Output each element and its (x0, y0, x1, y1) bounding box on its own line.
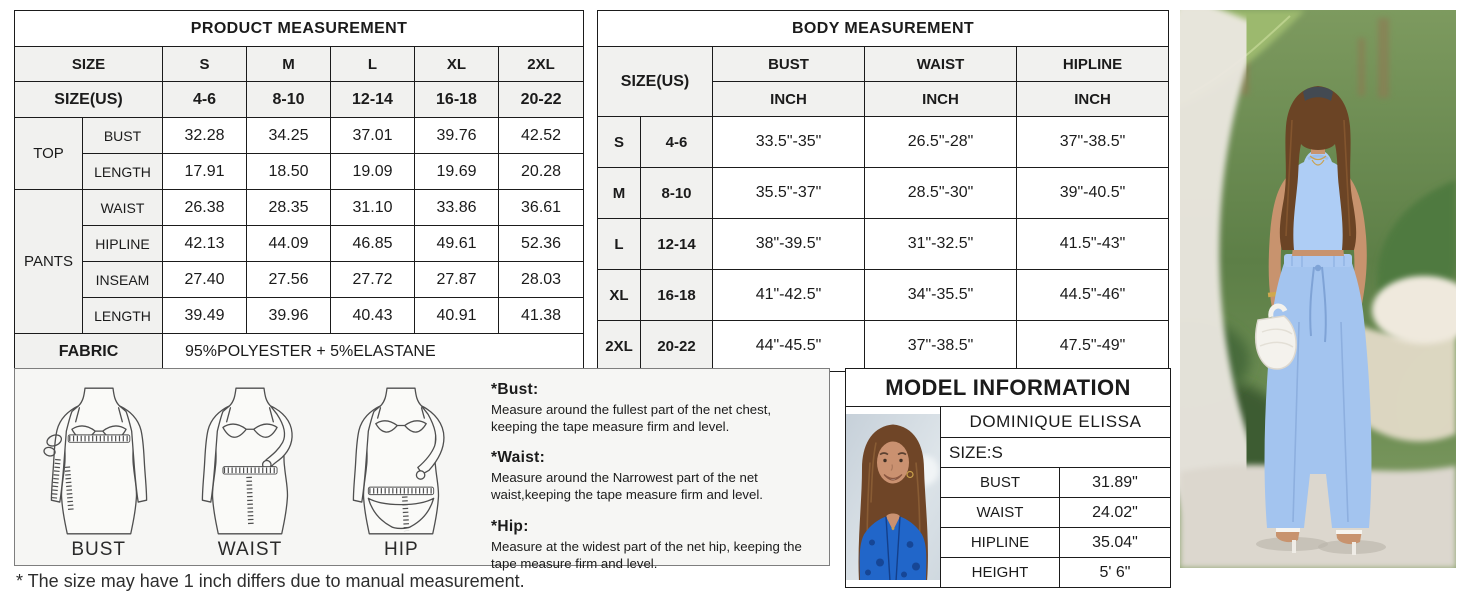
waist-instruction-text: Measure around the Narrowest part of the net waist,keeping the tape measure firm and level. (491, 470, 763, 503)
model-metric-label: BUST (941, 468, 1060, 498)
row-label: INSEAM (83, 262, 163, 298)
value-cell: 42.13 (163, 226, 247, 262)
bust-instruction-text: Measure around the fullest part of the net chest, keeping the tape measure firm and level. (491, 402, 772, 435)
col-header: WAIST (865, 47, 1017, 82)
size-us-cell: 20-22 (641, 321, 713, 372)
group-label-pants: PANTS (15, 190, 83, 334)
col-header: BUST (713, 47, 865, 82)
bust-diagram-label: BUST (71, 539, 126, 560)
size-cell: M (598, 168, 641, 219)
measure-instructions (477, 369, 829, 571)
unit-header: INCH (865, 82, 1017, 117)
model-headshot (846, 407, 941, 588)
waist-instruction-heading: *Waist: (491, 449, 546, 467)
range-cell: 26.5"-28" (865, 117, 1017, 168)
waist-figure-drawing (180, 385, 320, 537)
model-metric-label: HEIGHT (941, 558, 1060, 588)
value-cell: 19.69 (415, 154, 499, 190)
product-table-title: PRODUCT MEASUREMENT (15, 11, 584, 47)
value-cell: 42.52 (499, 118, 584, 154)
waist-instruction (491, 449, 819, 503)
size-cell: L (598, 219, 641, 270)
measurement-disclaimer: * The size may have 1 inch differs due to manual measurement. (16, 571, 525, 591)
value-cell: 27.72 (331, 262, 415, 298)
range-cell: 41.5"-43" (1017, 219, 1169, 270)
model-metric-label: HIPLINE (941, 528, 1060, 558)
size-us-cell: 12-14 (641, 219, 713, 270)
range-cell: 37"-38.5" (865, 321, 1017, 372)
hip-figure-drawing (331, 385, 471, 537)
value-cell: 17.91 (163, 154, 247, 190)
fabric-label: FABRIC (15, 334, 163, 371)
value-cell: 31.10 (331, 190, 415, 226)
value-cell: 46.85 (331, 226, 415, 262)
range-cell: 44.5"-46" (1017, 270, 1169, 321)
product-measurement-table (14, 10, 584, 371)
value-cell: 32.28 (163, 118, 247, 154)
size-us-col: 4-6 (163, 82, 247, 118)
value-cell: 39.96 (247, 298, 331, 334)
unit-header: INCH (1017, 82, 1169, 117)
bust-figure-drawing (29, 385, 169, 537)
size-us-col: 20-22 (499, 82, 584, 118)
value-cell: 19.09 (331, 154, 415, 190)
hip-diagram-label: HIP (383, 539, 419, 560)
bust-instruction (491, 381, 819, 435)
size-us-header: SIZE(US) (598, 47, 713, 117)
range-cell: 39"-40.5" (1017, 168, 1169, 219)
size-us-cell: 8-10 (641, 168, 713, 219)
range-cell: 37"-38.5" (1017, 117, 1169, 168)
value-cell: 52.36 (499, 226, 584, 262)
size-col: 2XL (499, 47, 584, 82)
size-col: XL (415, 47, 499, 82)
size-col: S (163, 47, 247, 82)
value-cell: 39.76 (415, 118, 499, 154)
row-label: LENGTH (83, 298, 163, 334)
value-cell: 27.40 (163, 262, 247, 298)
value-cell: 33.86 (415, 190, 499, 226)
size-cell: S (598, 117, 641, 168)
model-info-title: MODEL INFORMATION (846, 369, 1171, 407)
hip-diagram (331, 385, 471, 561)
size-cell: XL (598, 270, 641, 321)
row-label: LENGTH (83, 154, 163, 190)
waist-diagram (180, 385, 320, 561)
value-cell: 44.09 (247, 226, 331, 262)
value-cell: 40.91 (415, 298, 499, 334)
value-cell: 41.38 (499, 298, 584, 334)
range-cell: 35.5"-37" (713, 168, 865, 219)
value-cell: 37.01 (331, 118, 415, 154)
row-label: HIPLINE (83, 226, 163, 262)
size-us-col: 8-10 (247, 82, 331, 118)
hip-instruction-text: Measure at the widest part of the net hip, keeping the tape measure firm and level. (491, 538, 802, 571)
range-cell: 47.5"-49" (1017, 321, 1169, 372)
value-cell: 39.49 (163, 298, 247, 334)
range-cell: 34"-35.5" (865, 270, 1017, 321)
size-us-header: SIZE(US) (15, 82, 163, 118)
value-cell: 40.43 (331, 298, 415, 334)
size-us-cell: 16-18 (641, 270, 713, 321)
range-cell: 33.5"-35" (713, 117, 865, 168)
value-cell: 27.56 (247, 262, 331, 298)
model-photo (1180, 10, 1456, 568)
size-us-cell: 4-6 (641, 117, 713, 168)
value-cell: 36.61 (499, 190, 584, 226)
model-photo-illustration (1180, 10, 1456, 568)
range-cell: 28.5"-30" (865, 168, 1017, 219)
value-cell: 27.87 (415, 262, 499, 298)
model-metric-label: WAIST (941, 498, 1060, 528)
bust-diagram (29, 385, 169, 561)
model-size: SIZE:S (941, 438, 1171, 468)
range-cell: 38"-39.5" (713, 219, 865, 270)
range-cell: 41"-42.5" (713, 270, 865, 321)
group-label-top: TOP (15, 118, 83, 190)
model-metric-value: 24.02" (1060, 498, 1171, 528)
range-cell: 44"-45.5" (713, 321, 865, 372)
size-cell: 2XL (598, 321, 641, 372)
size-col: M (247, 47, 331, 82)
fabric-value: 95%POLYESTER + 5%ELASTANE (163, 334, 584, 371)
body-measurement-table (597, 10, 1169, 372)
value-cell: 18.50 (247, 154, 331, 190)
value-cell: 20.28 (499, 154, 584, 190)
model-information-table (845, 368, 1171, 588)
size-us-col: 16-18 (415, 82, 499, 118)
range-cell: 31"-32.5" (865, 219, 1017, 270)
hip-instruction (491, 518, 819, 572)
model-metric-value: 35.04" (1060, 528, 1171, 558)
col-header: HIPLINE (1017, 47, 1169, 82)
value-cell: 26.38 (163, 190, 247, 226)
how-to-measure-panel (14, 368, 830, 571)
size-us-col: 12-14 (331, 82, 415, 118)
value-cell: 28.03 (499, 262, 584, 298)
size-header: SIZE (15, 47, 163, 82)
value-cell: 49.61 (415, 226, 499, 262)
unit-header: INCH (713, 82, 865, 117)
size-col: L (331, 47, 415, 82)
waist-diagram-label: WAIST (217, 539, 283, 560)
value-cell: 28.35 (247, 190, 331, 226)
row-label: BUST (83, 118, 163, 154)
model-metric-value: 5' 6" (1060, 558, 1171, 588)
bust-instruction-heading: *Bust: (491, 381, 539, 398)
model-metric-value: 31.89" (1060, 468, 1171, 498)
measure-diagrams (15, 369, 477, 565)
value-cell: 34.25 (247, 118, 331, 154)
body-table-title: BODY MEASUREMENT (598, 11, 1169, 47)
row-label: WAIST (83, 190, 163, 226)
model-name: DOMINIQUE ELISSA (941, 407, 1171, 438)
hip-instruction-heading: *Hip: (491, 517, 529, 535)
